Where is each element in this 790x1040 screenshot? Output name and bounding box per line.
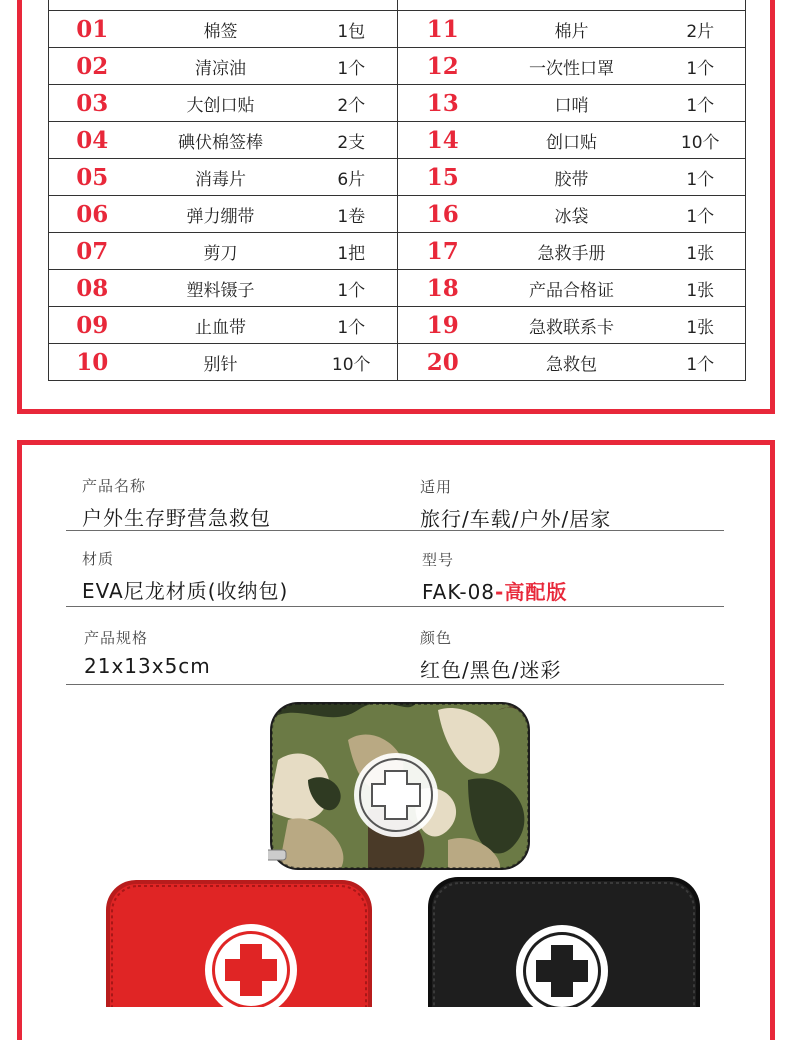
item-number: 09 [49,307,136,344]
item-name: 创口贴 [488,122,656,159]
spec-label: 型号 [422,551,455,569]
item-number: 10 [49,344,136,381]
spec-value: 红色/黑色/迷彩 [420,658,562,682]
item-quantity: 1个 [656,48,746,85]
item-number: 16 [398,196,488,233]
item-number: 12 [398,48,488,85]
spec-size [84,627,211,678]
item-name: 棉签 [136,11,306,48]
item-quantity: 1个 [306,307,398,344]
item-name: 棉片 [488,11,656,48]
item-number: 18 [398,270,488,307]
item-quantity: 2个 [306,85,398,122]
table-row [49,344,746,381]
spec-model [422,549,567,605]
spec-row-1 [66,473,724,531]
item-name: 清凉油 [136,48,306,85]
table-row [49,48,746,85]
item-number: 11 [398,11,488,48]
spec-value: 旅行/车载/户外/居家 [420,507,612,531]
camo-first-aid-kit-image [268,700,532,872]
item-number: 17 [398,233,488,270]
item-name: 急救联系卡 [488,307,656,344]
item-number: 19 [398,307,488,344]
item-quantity: 1个 [656,196,746,233]
item-name: 剪刀 [136,233,306,270]
red-first-aid-kit-image [104,878,374,1007]
table-row [49,159,746,196]
spec-material [82,548,288,604]
item-name: 弹力绷带 [136,196,306,233]
spec-label: 产品名称 [82,477,147,495]
item-name: 急救包 [488,344,656,381]
table-row [49,196,746,233]
item-quantity: 1个 [656,344,746,381]
item-name: 止血带 [136,307,306,344]
spec-color [420,627,561,683]
item-number: 05 [49,159,136,196]
spec-value: EVA尼龙材质(收纳包) [82,579,289,603]
item-number: 06 [49,196,136,233]
table-row [49,233,746,270]
item-number: 07 [49,233,136,270]
item-name: 塑料镊子 [136,270,306,307]
black-first-aid-kit-image [426,875,702,1007]
spec-value: 21x13x5cm [84,654,211,678]
item-quantity: 1卷 [306,196,398,233]
item-number: 13 [398,85,488,122]
item-name: 别针 [136,344,306,381]
item-quantity: 2片 [656,11,746,48]
spec-product-name [82,475,271,531]
spec-value: 户外生存野营急救包 [82,506,271,530]
item-quantity: 1把 [306,233,398,270]
item-quantity: 1包 [306,11,398,48]
spec-row-2 [66,530,724,607]
item-number: 02 [49,48,136,85]
item-quantity: 1张 [656,307,746,344]
spec-label: 适用 [420,478,453,496]
item-quantity: 1个 [656,159,746,196]
table-row [49,270,746,307]
item-quantity: 10个 [656,122,746,159]
item-number: 15 [398,159,488,196]
item-quantity: 1个 [306,48,398,85]
spec-label: 产品规格 [84,629,149,647]
item-number: 20 [398,344,488,381]
item-number: 04 [49,122,136,159]
item-name: 碘伏棉签棒 [136,122,306,159]
spec-row-3 [66,606,724,685]
spec-value [422,576,567,605]
item-name: 消毒片 [136,159,306,196]
spec-label: 颜色 [420,629,453,647]
item-name: 急救手册 [488,233,656,270]
item-name: 冰袋 [488,196,656,233]
table-row [49,307,746,344]
item-quantity: 1个 [656,85,746,122]
spec-usage [420,476,611,532]
contents-table-body [49,0,746,381]
spec-label: 材质 [82,550,115,568]
item-quantity: 6片 [306,159,398,196]
item-number: 08 [49,270,136,307]
table-row [49,11,746,48]
table-row [49,85,746,122]
table-row [49,122,746,159]
item-number: 03 [49,85,136,122]
item-quantity: 1张 [656,233,746,270]
table-row-top-edge [49,0,746,11]
item-name: 口哨 [488,85,656,122]
item-number: 14 [398,122,488,159]
model-code: FAK-08 [422,580,496,604]
item-quantity: 1张 [656,270,746,307]
item-quantity: 10个 [306,344,398,381]
item-name: 胶带 [488,159,656,196]
item-name: 产品合格证 [488,270,656,307]
item-name: 大创口贴 [136,85,306,122]
item-name: 一次性口罩 [488,48,656,85]
contents-table [48,0,746,381]
model-edition: -高配版 [495,580,568,604]
item-quantity: 2支 [306,122,398,159]
item-quantity: 1个 [306,270,398,307]
item-number: 01 [49,11,136,48]
